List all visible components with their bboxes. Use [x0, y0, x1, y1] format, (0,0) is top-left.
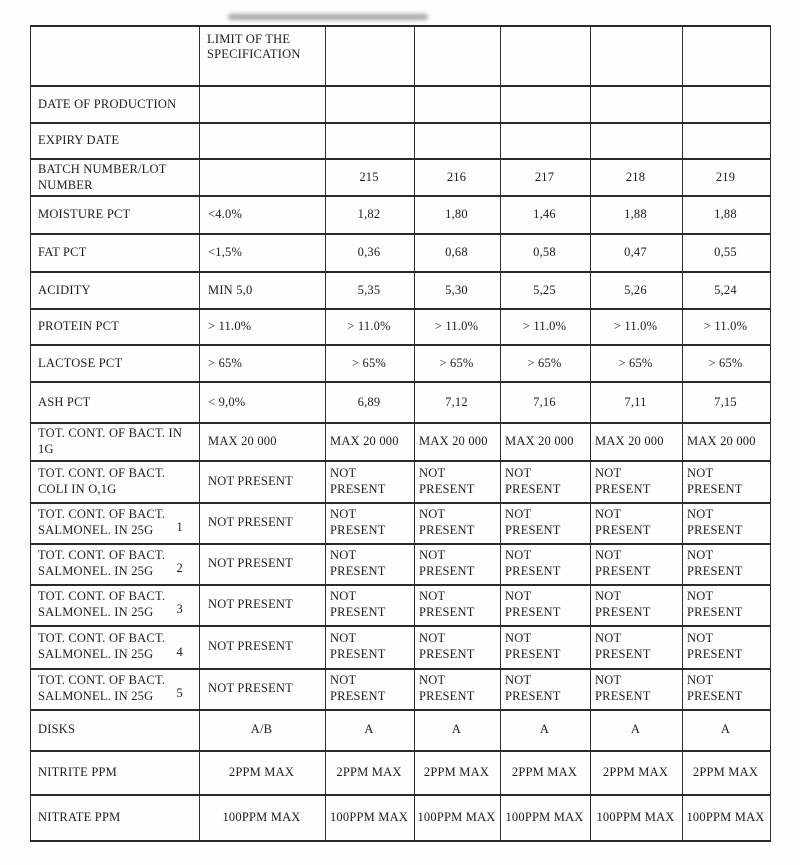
table-row [31, 234, 771, 272]
value-cell: 5,25 [501, 272, 591, 309]
limit-cell: > 65% [200, 345, 326, 382]
value-cell: 0,68 [415, 234, 501, 272]
value-cell: 219 [683, 159, 771, 196]
value-cell: NOT PRESENT [591, 544, 683, 585]
row-label: EXPIRY DATE [38, 133, 120, 148]
value-cell: > 65% [683, 345, 771, 382]
data-col-header [501, 26, 591, 86]
limit-cell: <4.0% [200, 196, 326, 234]
value-cell: MAX 20 000 [501, 423, 591, 460]
limit-cell: < 9,0% [200, 382, 326, 423]
limit-cell: MAX 20 000 [200, 423, 326, 460]
value-cell: 7,11 [591, 382, 683, 423]
row-label-cell [31, 234, 200, 272]
value-cell: NOT PRESENT [326, 585, 415, 626]
value-cell: A [501, 710, 591, 751]
row-label: FAT PCT [38, 245, 87, 260]
value-cell: > 65% [501, 345, 591, 382]
value-cell: 0,36 [326, 234, 415, 272]
limit-cell: NOT PRESENT [200, 503, 326, 544]
value-cell: 5,24 [683, 272, 771, 309]
value-cell: 100PPM MAX [501, 795, 591, 841]
value-cell: NOT PRESENT [683, 669, 771, 710]
value-cell: NOT PRESENT [683, 626, 771, 669]
value-cell: NOT PRESENT [501, 626, 591, 669]
table-row [31, 544, 771, 585]
value-cell: 218 [591, 159, 683, 196]
row-label: DATE OF PRODUCTION [38, 96, 177, 111]
value-cell [415, 123, 501, 159]
row-label-cell [31, 585, 200, 626]
value-cell [591, 123, 683, 159]
row-label-cell [31, 196, 200, 234]
row-label-number: 2 [176, 560, 183, 575]
value-cell: 1,88 [591, 196, 683, 234]
table-row [31, 585, 771, 626]
row-label-cell [31, 382, 200, 423]
value-cell: MAX 20 000 [415, 423, 501, 460]
corner-cell [31, 26, 200, 86]
row-label: LACTOSE PCT [38, 355, 123, 370]
value-cell: NOT PRESENT [683, 461, 771, 503]
value-cell: 5,30 [415, 272, 501, 309]
value-cell: NOT PRESENT [326, 544, 415, 585]
value-cell [501, 86, 591, 123]
table-row [31, 309, 771, 345]
row-label: TOT. CONT. OF BACT. SALMONEL. IN 25G [38, 673, 166, 703]
value-cell: 215 [326, 159, 415, 196]
row-label: NITRATE PPM [38, 809, 121, 824]
limit-cell: A/B [200, 710, 326, 751]
row-label-cell [31, 626, 200, 669]
row-label-cell [31, 710, 200, 751]
value-cell: 1,80 [415, 196, 501, 234]
row-label-number: 3 [176, 601, 183, 616]
value-cell: MAX 20 000 [591, 423, 683, 460]
value-cell: NOT PRESENT [415, 585, 501, 626]
value-cell: > 65% [415, 345, 501, 382]
value-cell: NOT PRESENT [591, 585, 683, 626]
value-cell: NOT PRESENT [501, 544, 591, 585]
row-label-cell [31, 159, 200, 196]
limit-cell: 100PPM MAX [200, 795, 326, 841]
table-row [31, 795, 771, 841]
table-row [31, 86, 771, 123]
value-cell: 5,35 [326, 272, 415, 309]
value-cell: > 11.0% [591, 309, 683, 345]
value-cell: NOT PRESENT [591, 669, 683, 710]
row-label-number: 4 [176, 644, 183, 659]
value-cell: 1,82 [326, 196, 415, 234]
table-row [31, 626, 771, 669]
row-label-cell [31, 503, 200, 544]
value-cell: > 11.0% [415, 309, 501, 345]
table-row [31, 382, 771, 423]
row-label-cell [31, 272, 200, 309]
value-cell [501, 123, 591, 159]
row-label: TOT. CONT. OF BACT. IN 1G [38, 426, 183, 456]
value-cell [591, 86, 683, 123]
value-cell: NOT PRESENT [326, 503, 415, 544]
value-cell: 2PPM MAX [683, 751, 771, 795]
row-label: TOT. CONT. OF BACT. SALMONEL. IN 25G [38, 589, 166, 619]
limit-cell: > 11.0% [200, 309, 326, 345]
value-cell: A [591, 710, 683, 751]
row-label-cell [31, 123, 200, 159]
value-cell: NOT PRESENT [501, 585, 591, 626]
table-row [31, 461, 771, 503]
row-label: ASH PCT [38, 394, 91, 409]
value-cell: 2PPM MAX [501, 751, 591, 795]
row-label-cell [31, 309, 200, 345]
row-label: DISKS [38, 722, 76, 737]
scan-artifact [228, 14, 428, 20]
value-cell: 7,12 [415, 382, 501, 423]
value-cell: > 11.0% [683, 309, 771, 345]
limit-cell: NOT PRESENT [200, 461, 326, 503]
limit-cell: NOT PRESENT [200, 669, 326, 710]
value-cell: 100PPM MAX [683, 795, 771, 841]
value-cell: 100PPM MAX [415, 795, 501, 841]
value-cell: 217 [501, 159, 591, 196]
table-row [31, 751, 771, 795]
limit-cell: NOT PRESENT [200, 544, 326, 585]
value-cell: > 65% [591, 345, 683, 382]
value-cell: NOT PRESENT [415, 626, 501, 669]
value-cell: NOT PRESENT [683, 503, 771, 544]
row-label: NITRITE PPM [38, 764, 117, 779]
limit-cell: NOT PRESENT [200, 585, 326, 626]
value-cell: 1,88 [683, 196, 771, 234]
limit-header-cell: LIMIT OF THE SPECIFICATION [200, 26, 326, 86]
row-label-cell [31, 345, 200, 382]
row-label-number: 5 [176, 685, 183, 700]
value-cell [326, 123, 415, 159]
specification-table [30, 25, 771, 842]
table-header [31, 26, 771, 86]
row-label-cell [31, 751, 200, 795]
value-cell: A [415, 710, 501, 751]
table-row [31, 423, 771, 460]
value-cell [326, 86, 415, 123]
table-row [31, 710, 771, 751]
value-cell: NOT PRESENT [415, 669, 501, 710]
value-cell: MAX 20 000 [683, 423, 771, 460]
table-row [31, 345, 771, 382]
row-label-cell [31, 86, 200, 123]
table-row [31, 196, 771, 234]
value-cell [683, 123, 771, 159]
limit-cell: 2PPM MAX [200, 751, 326, 795]
table-row [31, 669, 771, 710]
table-row [31, 123, 771, 159]
value-cell: 0,47 [591, 234, 683, 272]
value-cell: 7,15 [683, 382, 771, 423]
value-cell: 6,89 [326, 382, 415, 423]
value-cell: NOT PRESENT [591, 461, 683, 503]
row-label: TOT. CONT. OF BACT. SALMONEL. IN 25G [38, 548, 166, 578]
row-label-cell [31, 423, 200, 460]
value-cell: 216 [415, 159, 501, 196]
row-label: TOT. CONT. OF BACT. SALMONEL. IN 25G [38, 507, 166, 537]
row-label: ACIDITY [38, 282, 91, 297]
value-cell: NOT PRESENT [326, 461, 415, 503]
value-cell: 7,16 [501, 382, 591, 423]
value-cell: NOT PRESENT [415, 544, 501, 585]
value-cell: A [683, 710, 771, 751]
value-cell: NOT PRESENT [415, 503, 501, 544]
table-body [31, 86, 771, 841]
value-cell: NOT PRESENT [326, 669, 415, 710]
data-col-header [591, 26, 683, 86]
value-cell: NOT PRESENT [591, 503, 683, 544]
value-cell: 2PPM MAX [415, 751, 501, 795]
value-cell: > 11.0% [326, 309, 415, 345]
row-label: PROTEIN PCT [38, 319, 120, 334]
data-col-header [326, 26, 415, 86]
value-cell: 1,46 [501, 196, 591, 234]
header-row [31, 26, 771, 86]
value-cell: NOT PRESENT [501, 669, 591, 710]
limit-cell: MIN 5,0 [200, 272, 326, 309]
row-label-cell [31, 544, 200, 585]
data-col-header [683, 26, 771, 86]
limit-cell: NOT PRESENT [200, 626, 326, 669]
value-cell: > 65% [326, 345, 415, 382]
table-row [31, 272, 771, 309]
limit-cell [200, 159, 326, 196]
row-label-cell [31, 795, 200, 841]
row-label-cell [31, 461, 200, 503]
row-label: BATCH NUMBER/LOT NUMBER [38, 162, 167, 192]
row-label: TOT. CONT. OF BACT. SALMONEL. IN 25G [38, 631, 166, 661]
value-cell: 5,26 [591, 272, 683, 309]
limit-cell: <1,5% [200, 234, 326, 272]
value-cell: NOT PRESENT [326, 626, 415, 669]
value-cell: 0,55 [683, 234, 771, 272]
value-cell: MAX 20 000 [326, 423, 415, 460]
value-cell: NOT PRESENT [415, 461, 501, 503]
data-col-header [415, 26, 501, 86]
row-label: TOT. CONT. OF BACT. COLI IN O,1G [38, 465, 166, 496]
row-label-number: 1 [176, 519, 183, 534]
value-cell: NOT PRESENT [591, 626, 683, 669]
table-row [31, 503, 771, 544]
value-cell: NOT PRESENT [501, 461, 591, 503]
value-cell: 100PPM MAX [591, 795, 683, 841]
value-cell: 100PPM MAX [326, 795, 415, 841]
limit-cell [200, 86, 326, 123]
value-cell: NOT PRESENT [501, 503, 591, 544]
row-label-cell [31, 669, 200, 710]
value-cell: NOT PRESENT [683, 585, 771, 626]
value-cell: 2PPM MAX [326, 751, 415, 795]
value-cell: NOT PRESENT [683, 544, 771, 585]
table-row [31, 159, 771, 196]
limit-cell [200, 123, 326, 159]
value-cell: A [326, 710, 415, 751]
value-cell [415, 86, 501, 123]
row-label: MOISTURE PCT [38, 207, 131, 222]
value-cell: 0,58 [501, 234, 591, 272]
value-cell: 2PPM MAX [591, 751, 683, 795]
value-cell [683, 86, 771, 123]
value-cell: > 11.0% [501, 309, 591, 345]
